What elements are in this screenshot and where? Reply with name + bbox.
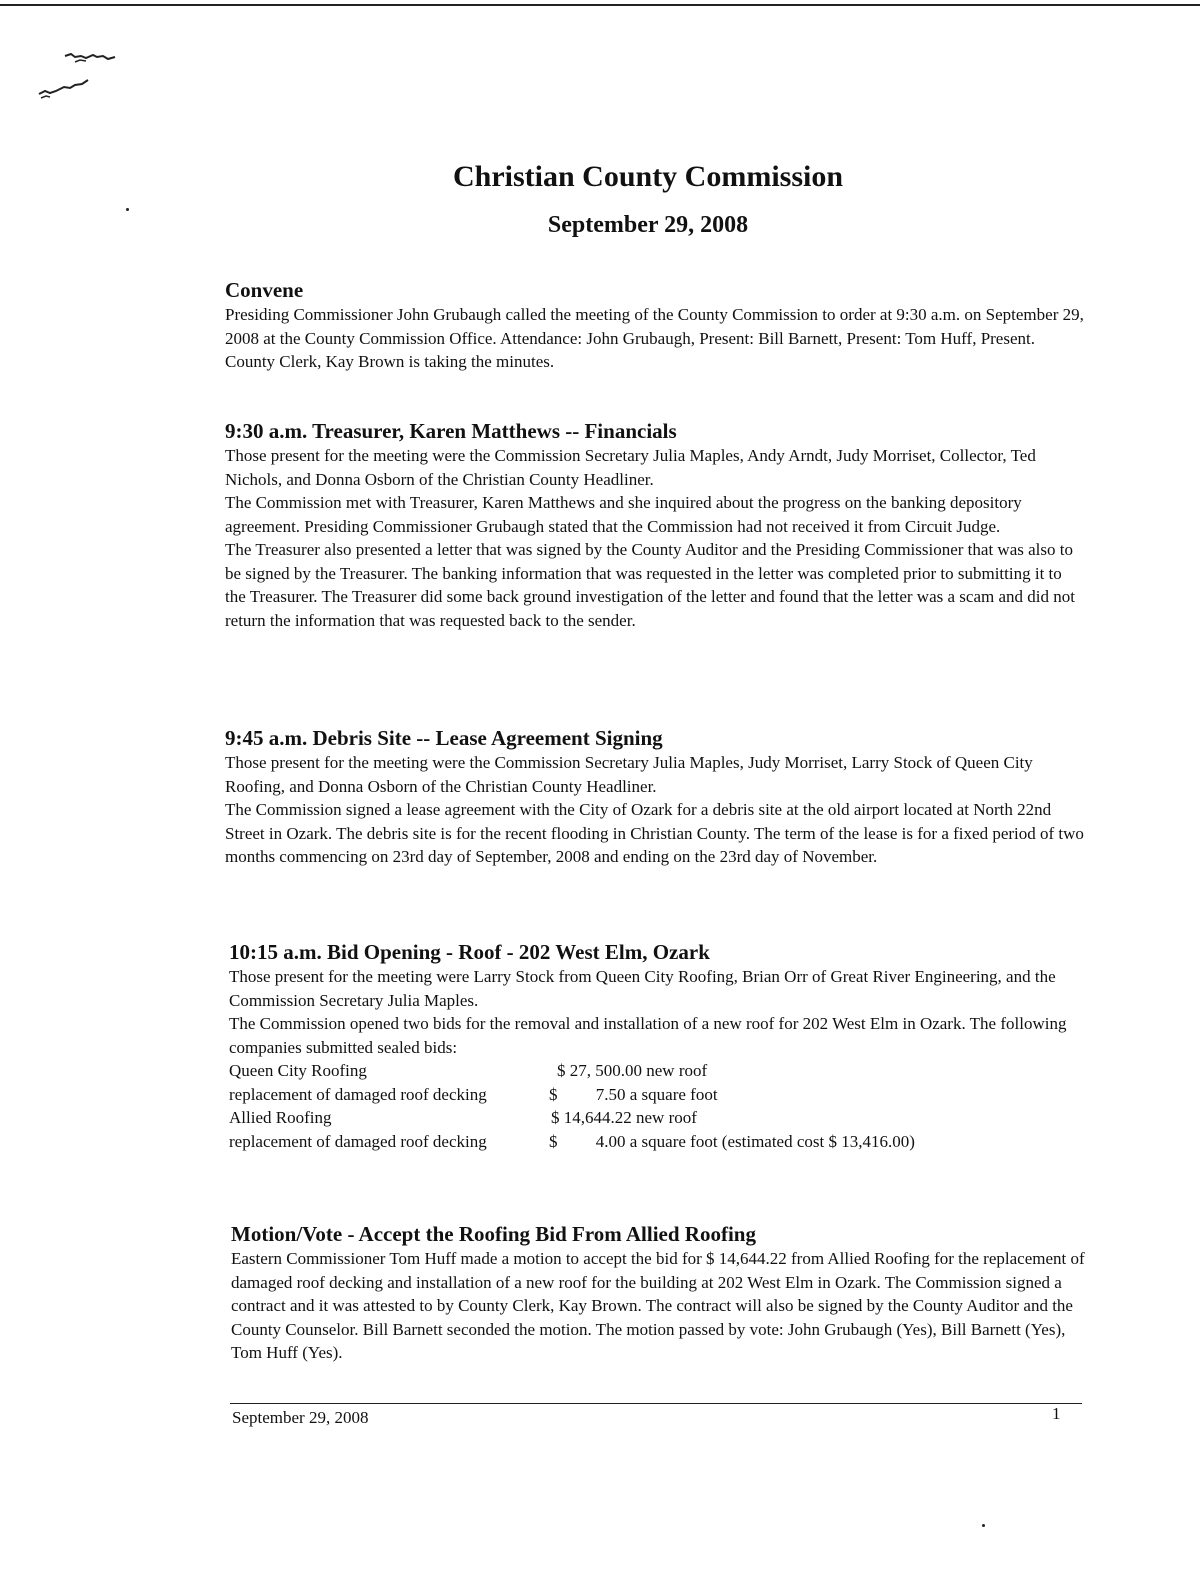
bid-row: [229, 1059, 1089, 1083]
section-paragraph: The Commission met with Treasurer, Karen Matthews and she inquired about the progress on the banking depository agreement. Presiding Commissioner Grubaugh stated that the Commission had not received it from Circuit Judge.: [225, 493, 1022, 536]
section-debris-site: [225, 725, 1085, 869]
bid-label: Allied Roofing: [229, 1108, 332, 1127]
section-paragraph: Those present for the meeting were the Commission Secretary Julia Maples, Andy Arndt, Judy Morriset, Collector, Ted Nichols, and Donna Osborn of the Christian County Headliner.: [225, 446, 1036, 489]
scan-mark-icon: [35, 48, 155, 108]
speck-mark: [982, 1524, 985, 1527]
speck-mark: [126, 208, 129, 211]
bid-label: replacement of damaged roof decking: [229, 1131, 487, 1151]
section-convene: [225, 277, 1085, 374]
section-heading: Motion/Vote - Accept the Roofing Bid From Allied Roofing: [231, 1222, 756, 1246]
bid-label: replacement of damaged roof decking: [229, 1084, 487, 1104]
page-number: 1: [1052, 1404, 1061, 1423]
section-paragraph: The Commission signed a lease agreement with the City of Ozark for a debris site at the old airport located at North 22nd Street in Ozark. The debris site is for the recent flooding in Christian County. The term of the lease is for a fixed period of two months commencing on 23rd day of September, 2008 and ending on the 23rd day of November.: [225, 800, 1084, 866]
section-paragraph: The Treasurer also presented a letter that was signed by the County Auditor and the Presiding Commissioner that was also to be signed by the Treasurer. The banking information that was requested in the letter was completed prior to submitting it to the Treasurer. The Treasurer did some back ground investigation of the letter and found that the letter was a scam and did not return the information that was requested back to the sender.: [225, 540, 1075, 630]
bid-row: [229, 1083, 1089, 1107]
section-heading: Convene: [225, 278, 304, 302]
section-paragraph: Presiding Commissioner John Grubaugh called the meeting of the County Commission to order at 9:30 a.m. on September 29, 2008 at the County Commission Office. Attendance: John Grubaugh, Present: Bill Barnett, Present: Tom Huff, Present. County Clerk, Kay Brown is taking the minutes.: [225, 305, 1084, 371]
section-heading: 9:45 a.m. Debris Site -- Lease Agreement Signing: [225, 726, 663, 750]
bid-amount: $ 27, 500.00 new roof: [557, 1061, 708, 1080]
document-title: Christian County Commission: [452, 160, 844, 193]
section-bid-opening: [229, 939, 1089, 1153]
top-border-line: [0, 4, 1200, 6]
bid-amount: $ 14,644.22 new roof: [551, 1108, 697, 1127]
section-treasurer: [225, 418, 1085, 632]
section-paragraph: Those present for the meeting were Larry Stock from Queen City Roofing, Brian Orr of Great River Engineering, and the Commission Secretary Julia Maples.: [229, 967, 1056, 1010]
bid-label: Queen City Roofing: [229, 1061, 367, 1080]
section-heading: 10:15 a.m. Bid Opening - Roof - 202 West Elm, Ozark: [229, 940, 710, 964]
bid-list: [229, 1059, 1089, 1153]
bid-amount: $ 4.00 a square foot (estimated cost $ 13,416.00): [549, 1131, 915, 1151]
bid-row: [229, 1130, 1089, 1154]
section-paragraph: Eastern Commissioner Tom Huff made a motion to accept the bid for $ 14,644.22 from Allied Roofing for the replacement of damaged roof decking and installation of a new roof for the building at 202 West Elm in Ozark. The Commission signed a contract and it was attested to by County Clerk, Kay Brown. The contract will also be signed by the County Auditor and the County Counselor. Bill Barnett seconded the motion. The motion passed by vote: John Grubaugh (Yes), Bill Barnett (Yes), Tom Huff (Yes).: [231, 1249, 1085, 1362]
document-date: September 29, 2008: [547, 212, 749, 238]
bid-row: [229, 1106, 1089, 1130]
section-motion-vote: [231, 1221, 1091, 1365]
footer-date: September 29, 2008: [232, 1408, 369, 1427]
section-paragraph: Those present for the meeting were the Commission Secretary Julia Maples, Judy Morriset, Larry Stock of Queen City Roofing, and Donna Osborn of the Christian County Headliner.: [225, 753, 1033, 796]
section-heading: 9:30 a.m. Treasurer, Karen Matthews -- Financials: [225, 419, 677, 443]
footer-divider: [230, 1403, 1082, 1404]
section-paragraph: The Commission opened two bids for the removal and installation of a new roof for 202 West Elm in Ozark. The following companies submitted sealed bids:: [229, 1014, 1067, 1057]
bid-amount: $ 7.50 a square foot: [549, 1084, 718, 1104]
